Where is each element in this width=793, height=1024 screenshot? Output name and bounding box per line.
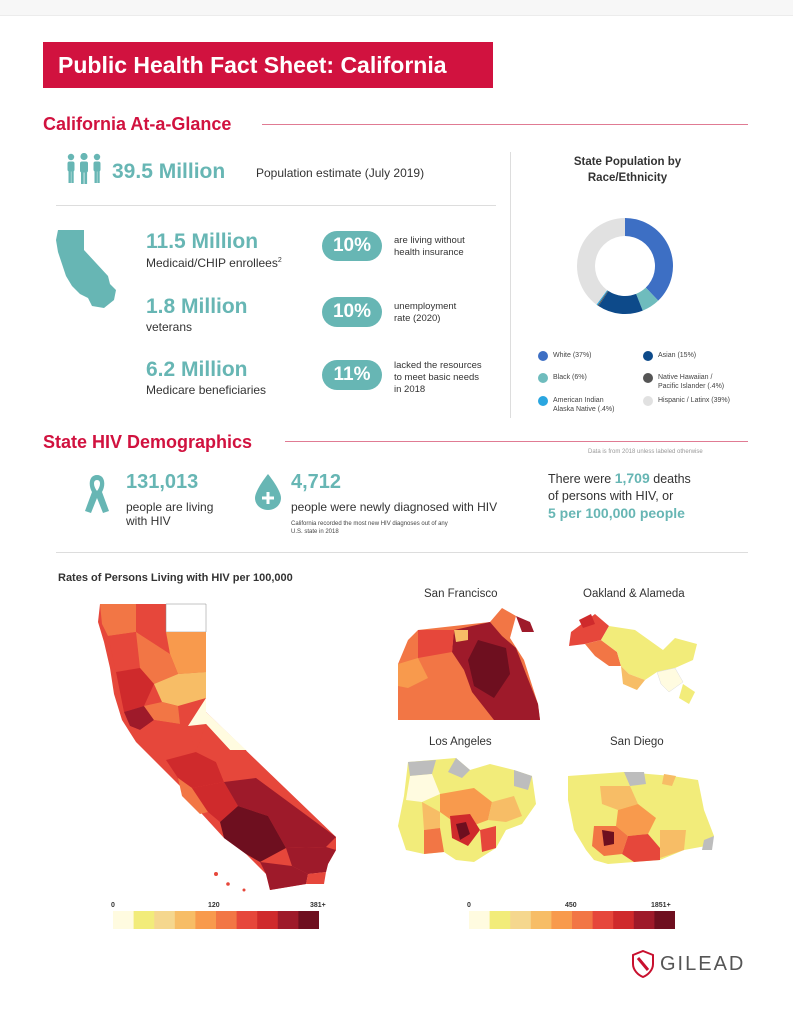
legend-swatch [643,373,653,383]
state-scale-mid: 120 [208,902,220,909]
scale-swatch [490,911,511,929]
oakland-alameda-map [565,612,705,712]
california-hiv-map [96,602,346,892]
race-chart-title: State Population by Race/Ethnicity [573,156,682,184]
city-scale-max: 1851+ [651,902,671,909]
gilead-logo-text: GILEAD [660,952,746,975]
population-value: 39.5 Million [112,160,226,183]
population-label: Population estimate (July 2019) [256,166,425,180]
section-rule [285,441,748,442]
state-color-scale [113,911,319,929]
medicare-value: 6.2 Million [146,358,248,381]
scale-swatch [278,911,299,929]
section-heading-glance: California At-a-Glance [43,114,232,134]
gilead-shield-icon [632,950,654,978]
browser-top-strip [0,0,793,16]
race-donut-chart [575,216,675,316]
donut-slice-hispanic-latinx [577,218,625,305]
scale-swatch [593,911,614,929]
basic-needs-text: lacked the resources to meet basic needs in 2018 [394,360,482,395]
scale-swatch [154,911,175,929]
medicaid-value: 11.5 Million [146,230,259,253]
scale-swatch [613,911,634,929]
legend-black: Black (6%) [538,373,587,383]
scale-swatch [257,911,278,929]
legend-hispanic: Hispanic / Latinx (39%) [643,396,730,406]
california-state-icon [52,228,130,310]
veterans-value: 1.8 Million [146,295,248,318]
state-scale-min: 0 [111,902,115,909]
veterans-label: veterans [146,320,193,334]
map-label-san-diego: San Diego [610,736,664,748]
ribbon-icon [82,473,112,515]
uninsured-text: are living without health insurance [394,235,465,258]
legend-asian: Asian (15%) [643,351,696,361]
section-heading-hiv: State HIV Demographics [43,432,253,452]
scale-swatch [572,911,593,929]
legend-swatch [643,351,653,361]
legend-nhpi: Native Hawaiian / Pacific Islander (.4%) [643,373,724,391]
living-hiv-value: 131,013 [126,471,199,493]
san-francisco-map [398,608,548,724]
scale-swatch [469,911,490,929]
gilead-logo [632,950,745,978]
scale-swatch [551,911,572,929]
map-label-los-angeles: Los Angeles [429,736,492,748]
divider [56,552,748,553]
new-diagnoses-label: people were newly diagnosed with HIV [291,500,498,514]
legend-swatch [538,351,548,361]
new-diagnoses-note: California recorded the most new HIV diagnoses out of any U.S. state in 2018 [291,521,448,535]
city-scale-min: 0 [467,902,471,909]
city-scale-mid: 450 [565,902,577,909]
medicare-label: Medicare beneficiaries [146,383,267,397]
page-title: Public Health Fact Sheet: California [43,42,493,88]
unemployment-pill: 10% [322,297,382,327]
scale-swatch [510,911,531,929]
donut-slice-white [625,218,673,301]
new-diagnoses-value: 4,712 [291,471,342,493]
map-label-oakland: Oakland & Alameda [583,588,685,600]
map-label-san-francisco: San Francisco [424,588,498,600]
scale-swatch [175,911,196,929]
los-angeles-map [396,756,546,866]
people-icon [66,153,102,185]
scale-swatch [298,911,319,929]
data-note: Data is from 2018 unless labeled otherwise [588,449,703,455]
deaths-stat: There were 1,709 deaths of persons with HIV, or 5 per 100,000 people [548,470,691,521]
scale-swatch [113,911,134,929]
state-scale-max: 381+ [310,902,326,909]
section-rule [262,124,748,125]
uninsured-pill: 10% [322,231,382,261]
blood-drop-icon [253,472,283,512]
basic-needs-pill: 11% [322,360,382,390]
medicaid-label: Medicaid/CHIP enrollees$^2$ [146,256,282,270]
living-hiv-label: people are living with HIV [126,500,214,528]
scale-swatch [216,911,237,929]
scale-swatch [634,911,655,929]
scale-swatch [654,911,675,929]
vertical-divider [510,152,511,418]
legend-swatch [538,396,548,406]
scale-swatch [237,911,258,929]
maps-title: Rates of Persons Living with HIV per 100,000 [58,572,293,584]
legend-swatch [643,396,653,406]
legend-swatch [538,373,548,383]
city-color-scale [469,911,675,929]
san-diego-map [564,770,718,866]
scale-swatch [531,911,552,929]
scale-swatch [195,911,216,929]
divider [56,205,496,206]
legend-aian: American Indian Alaska Native (.4%) [538,396,614,414]
legend-white: White (37%) [538,351,592,361]
unemployment-text: unemployment rate (2020) [394,301,457,324]
scale-swatch [134,911,155,929]
